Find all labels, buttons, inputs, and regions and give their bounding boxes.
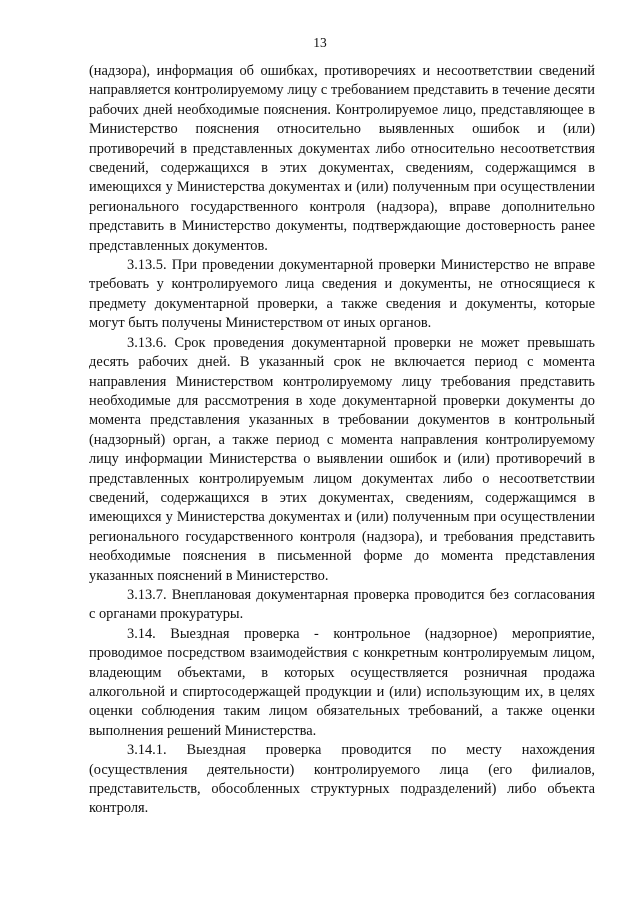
paragraph-continuation: (надзора), информация об ошибках, противоречиях и несоответствии сведений направляется контролируемому лицу с требованием представить в течение десяти рабочих дней необходимые пояснения. Контролируемое лицо, представляющее в Министерство пояснения относительно выявленных ошибок и (или) противоречий в представленных документах либо относительно несоответствия сведений, содержащихся в этих документах, сведениям, содержащимся в имеющихся у Министерства документах и (или) полученным при осуществлении регионального государственного контроля (надзора), вправе дополнительно представить в Министерство документы, подтверждающие достоверность ранее представленных документов. [89, 63, 595, 254]
paragraph-3-14-1: 3.14.1. Выездная проверка проводится по месту нахождения (осуществления деятельности) контролируемого лица (его филиалов, представительств, обособленных структурных подразделений) либо объекта контроля. [89, 742, 595, 817]
paragraph-3-13-6: 3.13.6. Срок проведения документарной проверки не может превышать десять рабочих дней. В указанный срок не включается период с момента направления Министерством контролируемому лицу требования представить необходимые для рассмотрения в ходе документарной проверки документы до момента представления указанных в требовании документов в контрольный (надзорный) орган, а также период с момента направления контролируемому лицу информации Министерства о выявлении ошибок и (или) противоречий в представленных контролируемым лицом документах либо о несоответствии сведений, содержащихся в этих документах, сведениям, содержащимся в имеющихся у Министерства документах и (или) полученным при осуществлении регионального государственного контроля (надзора), и требования представить необходимые пояснения в письменной форме до момента представления указанных пояснений в Министерство. [89, 334, 595, 584]
page-number: 13 [313, 35, 327, 50]
paragraph-3-14: 3.14. Выездная проверка - контрольное (надзорное) мероприятие, проводимое посредством взаимодействия с конкретным контролируемым лицом, владеющим объектами, в которых осуществляется розничная продажа алкогольной и спиртосодержащей продукции и (или) использующим их, в целях оценки соблюдения таким лицом обязательных требований, а также оценки выполнения решений Министерства. [89, 625, 595, 739]
paragraph-3-13-7: 3.13.7. Внеплановая документарная проверка проводится без согласования с органами прокуратуры. [89, 586, 595, 623]
paragraph-3-13-5: 3.13.5. При проведении документарной проверки Министерство не вправе требовать у контролируемого лица сведения и документы, не относящиеся к предмету документарной проверки, а также сведения и документы, которые могут быть получены Министерством от иных органов. [89, 257, 595, 332]
document-body [89, 62, 595, 819]
